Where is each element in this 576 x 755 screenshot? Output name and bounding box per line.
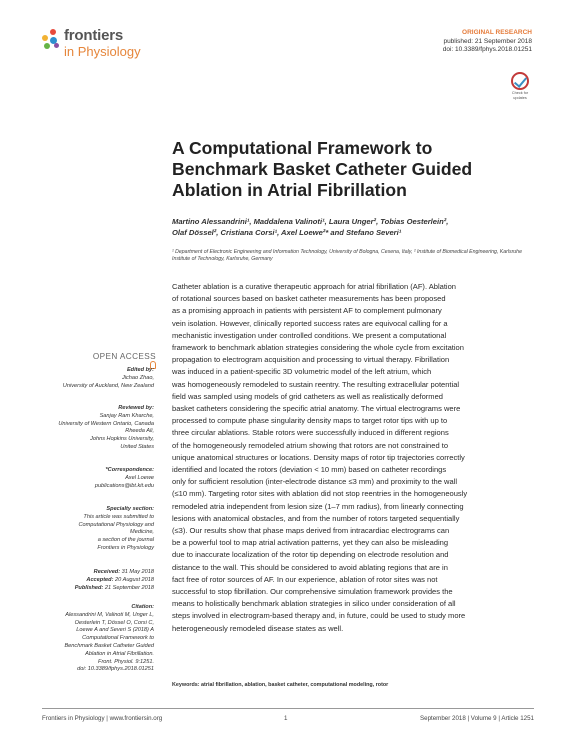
citation-line: Loewe A and Severi S (2018) A: [76, 627, 154, 634]
article-doi[interactable]: doi: 10.3389/fphys.2018.01251: [442, 46, 532, 54]
check-for-updates-badge[interactable]: [508, 72, 532, 102]
crossmark-label: Check for updates: [511, 91, 529, 100]
page-number: 1: [284, 715, 288, 722]
abstract-line: means to holistically benchmark ablation strategies in silico under consideration of all: [172, 599, 456, 609]
keywords: Keywords: atrial fibrillation, ablation, basket catheter, computational modeling, rotor: [172, 682, 389, 688]
citation-line: Alessandrini M, Valinoti M, Unger L,: [65, 611, 154, 618]
author-line: Olaf Dössel², Cristiana Corsi¹, Axel Loewe²* and Stefano Severi¹: [172, 227, 402, 237]
abstract-line: Catheter ablation is a curative therapeutic approach for atrial fibrillation (AF). Ablation: [172, 282, 456, 291]
section-heading: Edited by:: [126, 367, 154, 373]
abstract-line: lesions with anatomical obstacles, and from the number of rotors targeted sequentially: [172, 513, 460, 523]
abstract: [172, 281, 535, 635]
reviewed-by-section: [30, 405, 154, 452]
specialty-line: Frontiers in Physiology: [97, 544, 154, 551]
article-title: A Computational Framework to Benchmark Basket Catheter Guided Ablation in Atrial Fibrillation: [172, 138, 473, 200]
article-type: ORIGINAL RESEARCH: [462, 29, 532, 36]
abstract-line: mechanistic investigation under controlled conditions. We present a computational: [172, 330, 447, 340]
citation-doi[interactable]: doi: 10.3389/fphys.2018.01251: [77, 666, 154, 673]
correspondent-email[interactable]: publications@ibt.kit.edu: [94, 482, 154, 489]
specialty-line: Medicine,: [130, 529, 154, 536]
abstract-line: heterogeneously remodeled disease states as well.: [172, 623, 344, 633]
abstract-line: processed to compute phase singularity density maps to target rotor tips with up to: [172, 416, 448, 426]
reviewer-line: Sanjay Ram Kharche,: [99, 412, 154, 419]
section-heading: Reviewed by:: [118, 405, 154, 411]
open-access-label: OPEN ACCESS: [92, 352, 156, 361]
published-date-sidebar: Published: 21 September 2018: [74, 584, 154, 591]
abstract-line: be a powerful tool to map atrial activation patterns, yet they can also be misleading: [172, 538, 449, 548]
logo-word: frontiers: [64, 27, 124, 44]
reviewer-line: United States: [120, 443, 154, 450]
abstract-line: was induced in a patient-specific 3D volumetric model of the left atrium, which: [172, 367, 432, 377]
article-meta: [443, 29, 532, 55]
citation-section: [30, 604, 154, 674]
section-heading: *Correspondence:: [105, 467, 154, 473]
abstract-line: field was sampled using models of grid catheters as well as realistically deformed: [172, 391, 443, 401]
dates-section: [30, 569, 154, 592]
logo-journal-name: in Physiology: [64, 44, 141, 59]
abstract-line: was homogeneously remodeled to sustain reentry. The resulting extracellular potential: [172, 379, 460, 389]
specialty-line: a section of the journal: [97, 537, 154, 544]
abstract-line: steps involved in electrogram-based therapy and, in future, could be used to study more: [172, 611, 466, 621]
affiliations: ¹ Department of Electronic Engineering and Information Technology, University of Bologna, Cesena, Italy, ² Institute of Biomedical Engineering, Karlsruhe Institute of Technology, Karlsruhe, Germany: [172, 249, 522, 263]
reviewer-line: University of Western Ontario, Canada: [58, 420, 154, 427]
abstract-line: of the homogeneously remodeled atrium showing that rotors are not constrained to: [172, 440, 449, 450]
citation-line: Oesterlein T, Dössel O, Corsi C,: [74, 619, 154, 626]
citation-line: Benchmark Basket Catheter Guided: [64, 642, 154, 649]
author-list: [172, 217, 532, 238]
correspondence-section: [30, 467, 154, 490]
abstract-line: (≤3). Our results show that phase maps derived from intracardiac electrograms can: [172, 526, 450, 536]
abstract-line: remodeled atria independent from lesion size (1–7 mm radius), from linearly connecting: [172, 501, 464, 511]
specialty-section: [30, 506, 154, 553]
abstract-line: fact free of rotor sources of AF. In our experience, ablation of rotor sites was not: [172, 574, 438, 584]
abstract-line: unique anatomical structures or locations. Density maps of rotor tip trajectories correctly: [172, 452, 465, 462]
crossmark-icon: [511, 72, 529, 90]
editor-name: Jichao Zhao,: [121, 374, 154, 381]
abstract-line: three circular ablations. Stable rotors were successfully induced in different regions: [172, 428, 449, 438]
abstract-line: only for sufficient resolution (inter-electrode distance ≤3 mm) and proximity to the wall: [172, 477, 458, 487]
frontiers-logo-icon: [42, 29, 64, 51]
abstract-line: (≤10 mm). Targeting rotor sites with ablation did not stop reentries in the homogeneously: [172, 489, 468, 499]
abstract-line: propagation to electrogram acquisition and processing to virtual therapy. Fibrillation: [172, 355, 450, 365]
editor-affiliation: University of Auckland, New Zealand: [62, 382, 154, 389]
abstract-line: distance to the wall. This should be considered to avoid ablating regions that are in: [172, 562, 448, 572]
section-heading: Citation:: [131, 604, 154, 610]
specialty-line: Computational Physiology and: [78, 521, 154, 528]
abstract-line: vein isolation. However, clinically reported success rates are equivocal calling for a: [172, 318, 448, 328]
citation-line: Computational Framework to: [82, 635, 154, 642]
journal-logo: [42, 27, 182, 67]
author-line: Martino Alessandrini¹, Maddalena Valinoti¹, Laura Unger², Tobias Oesterlein²,: [172, 217, 449, 226]
abstract-line: due to inaccurate localization of the rotor tip depending on electrode resolution and: [172, 550, 449, 560]
specialty-line: This article was submitted to: [83, 513, 154, 520]
citation-line: Front. Physiol. 9:1251.: [98, 658, 154, 665]
published-date: published: 21 September 2018: [443, 37, 532, 45]
abstract-line: framework to benchmark ablation strategies considering the whole cycle from excitation: [172, 343, 464, 353]
abstract-line: of rotational sources based on basket catheter measurements has been proposed: [172, 294, 446, 304]
footer-issue: September 2018 | Volume 9 | Article 1251: [420, 715, 534, 722]
abstract-line: successful to stop fibrillation. Our comprehensive simulation framework provides the: [172, 587, 453, 597]
received-date: Received: 31 May 2018: [93, 569, 154, 575]
edited-by-section: [30, 367, 154, 390]
reviewer-line: Rheeda Ali,: [125, 428, 154, 435]
abstract-line: as a promising approach in patients with persistent AF to complement pulmonary: [172, 306, 442, 316]
footer-journal[interactable]: Frontiers in Physiology | www.frontiersin.org: [42, 715, 163, 722]
correspondent-name: Axel Loewe: [125, 474, 154, 481]
footer-divider: [42, 708, 534, 709]
abstract-line: identified and located the rotors (deviation < 10 mm) based on catheter recordings: [172, 465, 447, 475]
accepted-date: Accepted: 20 August 2018: [86, 576, 154, 583]
reviewer-line: Johns Hopkins University,: [90, 436, 154, 443]
section-heading: Specialty section:: [106, 506, 154, 512]
abstract-line: basket catheters considering the specific atrial anatomy. The virtual electrograms were: [172, 404, 461, 414]
citation-line: Ablation in Atrial Fibrillation.: [85, 650, 154, 657]
